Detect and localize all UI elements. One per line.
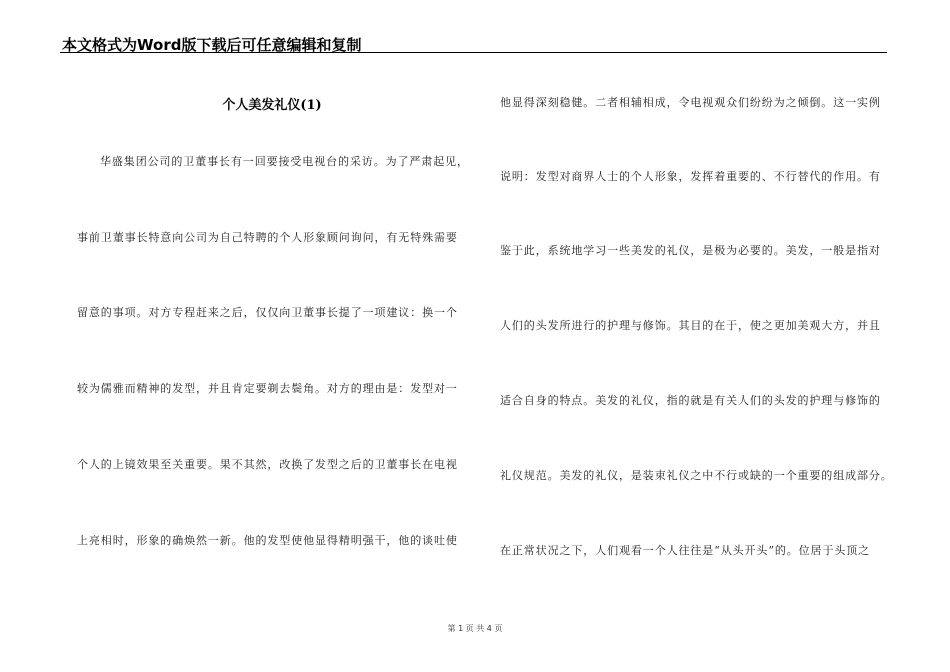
left-column-line: 个人的上镜效果至关重要。果不其然，改换了发型之后的卫董事长在电视 bbox=[77, 458, 458, 471]
right-column-line: 说明：发型对商界人士的个人形象，发挥着重要的、不行替代的作用。有 bbox=[500, 170, 881, 183]
right-column-line: 鉴于此，系统地学习一些美发的礼仪，是极为必要的。美发，一般是指对 bbox=[500, 244, 881, 257]
page-header-title: 本文格式为Word版下载后可任意编辑和复制 bbox=[62, 36, 362, 54]
right-column-line: 他显得深刻稳健。二者相辅相成，令电视观众们纷纷为之倾倒。这一实例 bbox=[500, 96, 881, 109]
page-number-footer: 第 1 页 共 4 页 bbox=[447, 624, 503, 633]
document-title: 个人美发礼仪(1) bbox=[222, 98, 322, 113]
left-column-line: 留意的事项。对方专程赶来之后，仅仅向卫董事长提了一项建议：换一个 bbox=[77, 306, 458, 319]
right-column-line: 人们的头发所进行的护理与修饰。其目的在于，使之更加美观大方，并且 bbox=[500, 319, 881, 332]
left-column-line: 较为儒雅而精神的发型，并且肯定要剃去鬓角。对方的理由是：发型对一 bbox=[77, 382, 458, 395]
left-column-line: 事前卫董事长特意向公司为自己特聘的个人形象顾问询问，有无特殊需要 bbox=[77, 231, 458, 244]
right-column-line: 在正常状况之下，人们观看一个人往往是“从头开头”的。位居于头顶之 bbox=[500, 544, 871, 557]
right-column-line: 礼仪规范。美发的礼仪，是装束礼仪之中不行或缺的一个重要的组成部分。 bbox=[500, 469, 893, 482]
header-divider bbox=[60, 52, 887, 53]
left-column-line: 华盛集团公司的卫董事长有一回要接受电视台的采访。为了严肃起见， bbox=[100, 155, 469, 168]
left-column-line: 上亮相时，形象的确焕然一新。他的发型使他显得精明强干，他的谈吐使 bbox=[77, 534, 458, 547]
right-column-line: 适合自身的特点。美发的礼仪，指的就是有关人们的头发的护理与修饰的 bbox=[500, 394, 881, 407]
